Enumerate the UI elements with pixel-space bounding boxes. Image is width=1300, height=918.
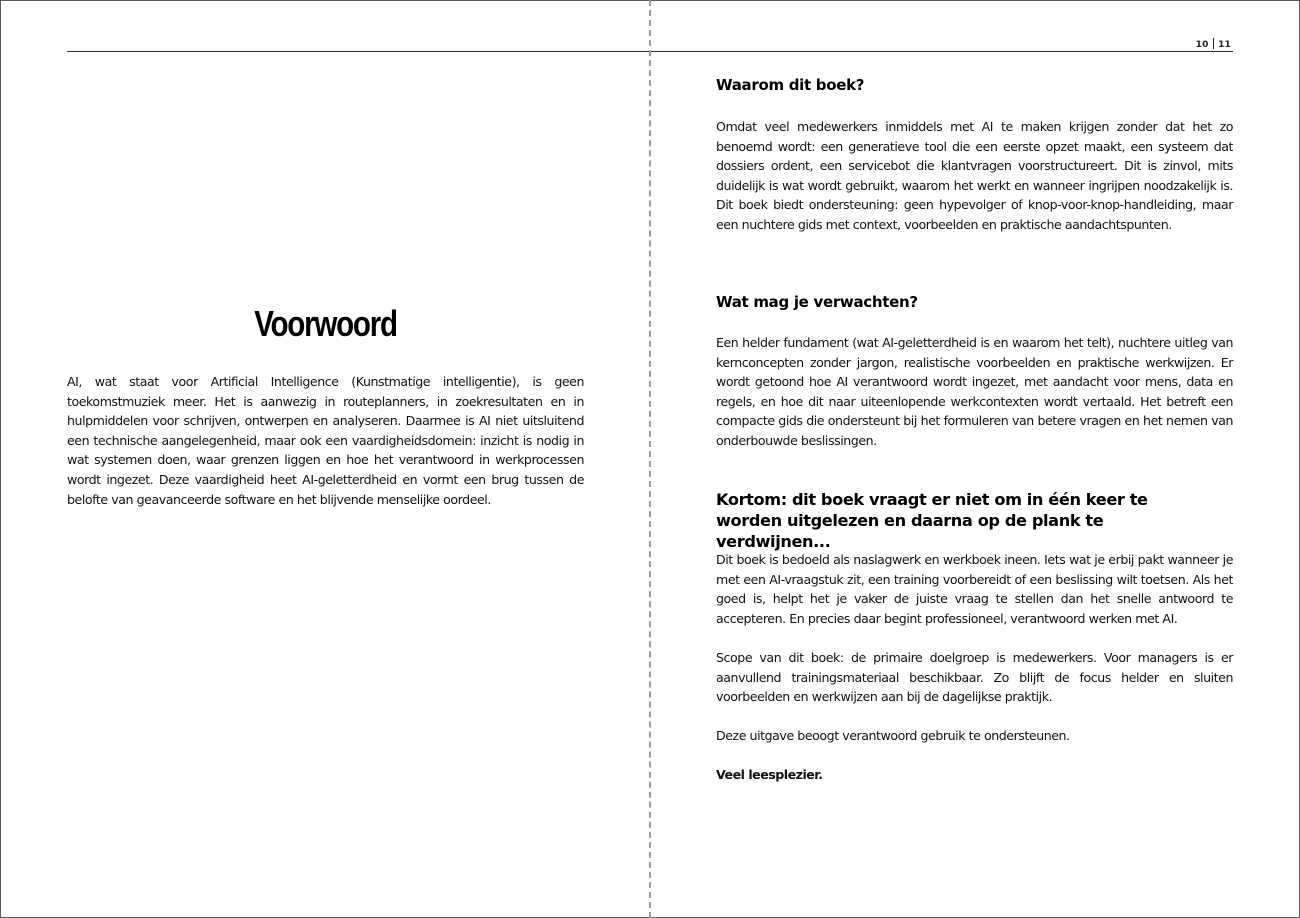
page-number-right: 11 (1218, 40, 1231, 50)
closing-line: Veel leesplezier. (716, 767, 823, 782)
page-numbers (1196, 38, 1231, 50)
summary-paragraph-scope: Scope van dit boek: de primaire doelgroep is medewerkers. Voor managers is er aanvullend trainingsmateriaal beschikbaar. Zo blijft de focus helder en sluiten voorbeelden en werkwijzen aan bij de dagelijkse praktijk. (716, 650, 1233, 705)
section-heading-expect: Wat mag je verwachten? (716, 293, 918, 311)
page-number-left: 10 (1195, 40, 1209, 50)
section-body-why: Omdat veel medewerkers inmiddels met AI te maken krijgen zonder dat het zo benoemd wordt: een generatieve tool die een eerste opzet maakt, een systeem dat dossiers ordent, een servicebot die klantvragen voorstructureert. Dit is zinvol, mits duidelijk is wat wordt gebruikt, waarom het werkt en wanneer ingrijpen noodzakelijk is. Dit boek biedt ondersteuning: geen hypevolger of knop-voor-knop-handleiding, maar een nuchtere gids met context, voorbeelden en praktische aandachtspunten. (716, 119, 1233, 232)
chapter-title: Voorwoord (254, 303, 397, 344)
page-number-separator (1213, 38, 1215, 49)
section-heading-summary: Kortom: dit boek vraagt er niet om in één keer te worden uitgelezen en daarna op de plank te verdwijnen... (716, 490, 1148, 551)
section-body-expect: Een helder fundament (wat AI-geletterdheid is en waarom het telt), nuchtere uitleg van kernconcepten zonder jargon, realistische voorbeelden en praktische werkwijzen. Er wordt getoond hoe AI verantwoord wordt ingezet, met aandacht voor mens, data en regels, en hoe dit naar uiteenlopende werkcontexten wordt vertaald. Het betreft een compacte gids die ondersteunt bij het formuleren van betere vragen en het nemen van onderbouwde beslissingen. (716, 335, 1233, 448)
foreword-intro-paragraph: AI, wat staat voor Artificial Intelligence (Kunstmatige intelligentie), is geen toekomstmuziek meer. Het is aanwezig in routeplanners, in zoekresultaten en in hulpmiddelen voor schrijven, ontwerpen en analyseren. Daarmee is AI niet uitsluitend een technische aangelegenheid, maar ook een vaardigheidsdomein: inzicht is nodig in wat systemen doen, waar grenzen liggen en hoe het verantwoord in werkprocessen wordt ingezet. Deze vaardigheid heet AI-geletterdheid en vormt een brug tussen de belofte van geavanceerde software en het blijvende menselijke oordeel. (67, 374, 584, 507)
summary-paragraph-1: Dit boek is bedoeld als naslagwerk en werkboek ineen. Iets wat je erbij pakt wanneer je met een AI-vraagstuk zit, een training voorbereidt of een beslissing wilt toetsen. Als het goed is, helpt het je vaker de juiste vraag te stellen dan het snelle antwoord te accepteren. En precies daar begint professioneel, verantwoord werken met AI. (716, 552, 1233, 626)
section-heading-why: Waarom dit boek? (716, 76, 865, 94)
summary-paragraph-purpose: Deze uitgave beoogt verantwoord gebruik te ondersteunen. (716, 728, 1070, 743)
spine-fold-line (649, 0, 651, 918)
